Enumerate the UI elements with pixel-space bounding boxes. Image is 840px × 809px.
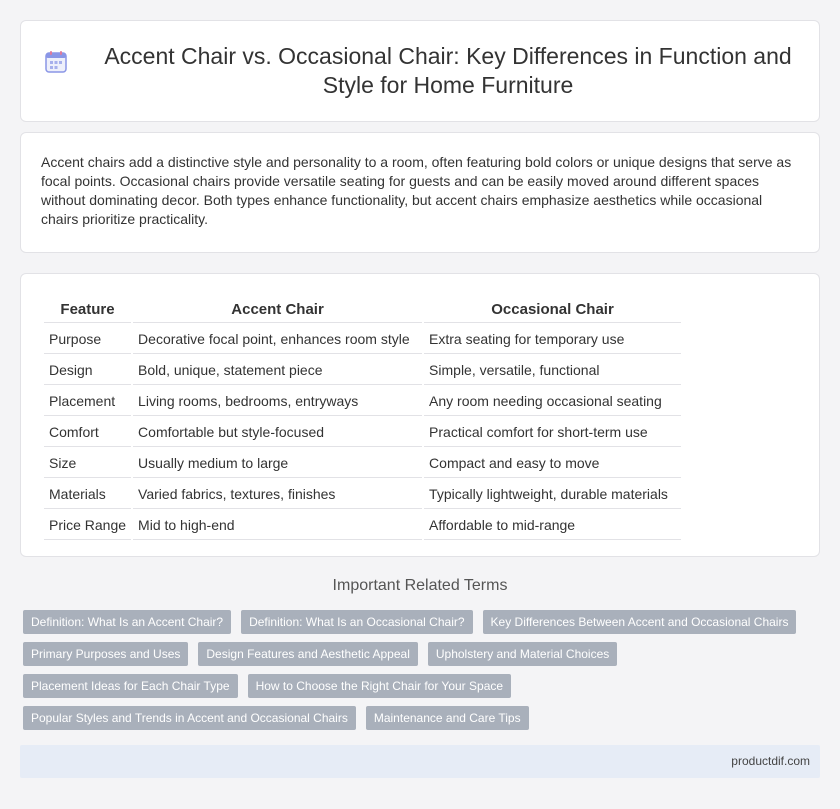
related-term-tag[interactable]: Definition: What Is an Accent Chair? [23,610,231,634]
table-header-row [44,298,681,323]
feature-cell: Purpose [44,325,131,354]
related-term-tag[interactable]: Upholstery and Material Choices [428,642,617,666]
table-row [44,325,681,354]
related-term-tag[interactable]: Definition: What Is an Occasional Chair? [241,610,472,634]
feature-cell: Price Range [44,511,131,540]
related-term-tag[interactable]: Design Features and Aesthetic Appeal [198,642,417,666]
column-header-occasional-chair: Occasional Chair [424,298,681,323]
related-term-tag[interactable]: Maintenance and Care Tips [366,706,529,730]
accent-chair-cell: Decorative focal point, enhances room style [133,325,422,354]
intro-card [20,132,820,253]
related-terms-tags [20,610,820,738]
occasional-chair-cell: Any room needing occasional seating [424,387,681,416]
accent-chair-cell: Mid to high-end [133,511,422,540]
intro-paragraph: Accent chairs add a distinctive style and personality to a room, often featuring bold colors or unique designs that serve as focal points. Occasional chairs provide versatile seating for guests and can be easily moved around different spaces without dominating decor. Both types enhance functionality, but accent chairs emphasize aesthetics while occasional chairs prioritize practicality. [41,154,792,227]
occasional-chair-cell: Compact and easy to move [424,449,681,478]
accent-chair-cell: Varied fabrics, textures, finishes [133,480,422,509]
related-term-tag[interactable]: Key Differences Between Accent and Occasional Chairs [483,610,797,634]
table-row [44,356,681,385]
occasional-chair-cell: Affordable to mid-range [424,511,681,540]
footer-site-link[interactable]: productdif.com [731,754,810,768]
column-header-feature: Feature [44,298,131,323]
feature-cell: Size [44,449,131,478]
occasional-chair-cell: Extra seating for temporary use [424,325,681,354]
accent-chair-cell: Living rooms, bedrooms, entryways [133,387,422,416]
related-term-tag[interactable]: Primary Purposes and Uses [23,642,188,666]
footer [20,745,820,778]
header-card [20,20,820,122]
related-terms-title: Important Related Terms [332,577,508,594]
feature-cell: Placement [44,387,131,416]
feature-cell: Materials [44,480,131,509]
accent-chair-cell: Bold, unique, statement piece [133,356,422,385]
related-term-tag[interactable]: Popular Styles and Trends in Accent and Occasional Chairs [23,706,356,730]
occasional-chair-cell: Typically lightweight, durable materials [424,480,681,509]
accent-chair-cell: Usually medium to large [133,449,422,478]
page-title: Accent Chair vs. Occasional Chair: Key Differences in Function and Style for Home Furniture [104,43,792,98]
feature-cell: Design [44,356,131,385]
table-row [44,387,681,416]
column-header-accent-chair: Accent Chair [133,298,422,323]
table-row [44,511,681,540]
occasional-chair-cell: Simple, versatile, functional [424,356,681,385]
occasional-chair-cell: Practical comfort for short-term use [424,418,681,447]
table-row [44,480,681,509]
related-term-tag[interactable]: Placement Ideas for Each Chair Type [23,674,238,698]
accent-chair-cell: Comfortable but style-focused [133,418,422,447]
table-row [44,418,681,447]
table-row [44,449,681,478]
feature-cell: Comfort [44,418,131,447]
calendar-icon [43,49,69,75]
comparison-table [42,296,683,542]
comparison-card [20,273,820,557]
related-term-tag[interactable]: How to Choose the Right Chair for Your Space [248,674,511,698]
